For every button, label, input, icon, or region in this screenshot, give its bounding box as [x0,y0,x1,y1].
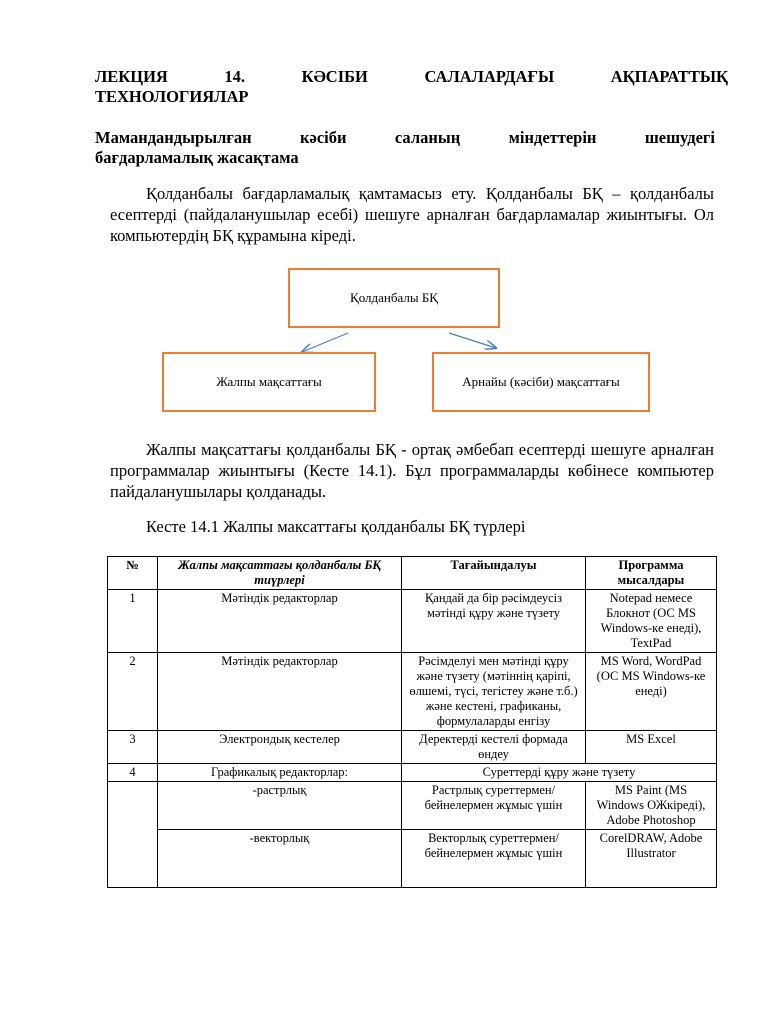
cell-type: Мәтіндік редакторлар [158,653,402,731]
diagram-root-box [288,268,500,328]
cell-examples: MS Word, WordPad (ОС MS Windows-ке енеді) [586,653,717,731]
header-num: № [108,557,158,590]
cell-type: -растрлық [158,782,402,830]
section-title-line1: Мамандандырылған кәсіби саланың міндеттерін шешудегі [95,128,715,147]
table-row [108,782,717,830]
cell-examples: Notepad немесе Блокнот (ОС MS Windows-ке енеді), TextPad [586,590,717,653]
arrow-to-special [449,333,496,348]
cell-purpose: Рәсімделуі мен мәтінді құру және түзету (мәтіннің қаріпі, өлшемі, түсі, тегістеу және т.б.) және кестені, графиканы, формулаларды енгізу [402,653,586,731]
table-row [108,764,717,782]
intro-paragraph-text: Қолданбалы бағдарламалық қамтамасыз ету. Қолданбалы БҚ – қолданбалы есептерді (пайдаланушылар есебі) шешуге арналған бағдарламалар жиынтығы. Ол компьютердің БҚ құрамына кіреді. [110,184,714,245]
section-title-line2: бағдарламалық жасақтама [95,148,299,167]
table-row [108,653,717,731]
table-caption: Кесте 14.1 Жалпы максаттағы қолданбалы БҚ түрлері [146,517,526,536]
arrow-to-general [302,333,348,352]
diagram-special-label: Арнайы (кәсіби) мақсаттағы [462,374,620,389]
diagram-general-box [162,352,376,412]
cell-examples: MS Excel [586,731,717,764]
lecture-title [95,67,728,107]
cell-type: Мәтіндік редакторлар [158,590,402,653]
table-row [108,590,717,653]
general-paragraph [110,439,714,502]
cell-purpose: Қандай да бір рәсімдеусіз мәтінді құру және түзету [402,590,586,653]
cell-num: 1 [108,590,158,653]
table-header-row [108,557,717,590]
header-type: Жалпы мақсаттағы қолданбалы БҚ тиүрлері [158,557,402,590]
cell-type: -векторлық [158,830,402,888]
diagram-root-label: Қолданбалы БҚ [350,290,438,305]
lecture-title-line1: ЛЕКЦИЯ 14. КӘСІБИ САЛАЛАРДАҒЫ АҚПАРАТТЫҚ [95,67,728,86]
cell-examples: CorelDRAW, Adobe Illustrator [586,830,717,888]
general-paragraph-text: Жалпы мақсаттағы қолданбалы БҚ - ортақ әмбебап есептерді шешуге арналған программалар жиынтығы (Кесте 14.1). Бұл программаларды көбінесе компьютер пайдаланушылары қолданады. [110,440,714,501]
cell-purpose: Деректерді кестелі формада өндеу [402,731,586,764]
header-purpose: Тағайындалуы [402,557,586,590]
cell-purpose: Растрлық суреттермен/бейнелермен жұмыс үшін [402,782,586,830]
cell-num: 3 [108,731,158,764]
cell-num-empty [108,782,158,888]
intro-paragraph [110,183,714,246]
cell-examples: MS Paint (MS Windows ОЖкіреді), Adobe Photoshop [586,782,717,830]
cell-type: Графикалық редакторлар: [158,764,402,782]
table-row [108,830,717,888]
diagram-general-label: Жалпы мақсаттағы [216,374,322,389]
header-examples: Программа мысалдары [586,557,717,590]
diagram-special-box [432,352,650,412]
section-title [95,128,715,168]
cell-type: Электрондық кестелер [158,731,402,764]
table-row [108,731,717,764]
cell-num: 2 [108,653,158,731]
software-table [107,556,717,888]
lecture-title-line2: ТЕХНОЛОГИЯЛАР [95,87,249,106]
cell-purpose: Векторлық суреттермен/бейнелермен жұмыс үшін [402,830,586,888]
cell-merged-purpose: Суреттерді құру және түзету [402,764,717,782]
cell-num: 4 [108,764,158,782]
